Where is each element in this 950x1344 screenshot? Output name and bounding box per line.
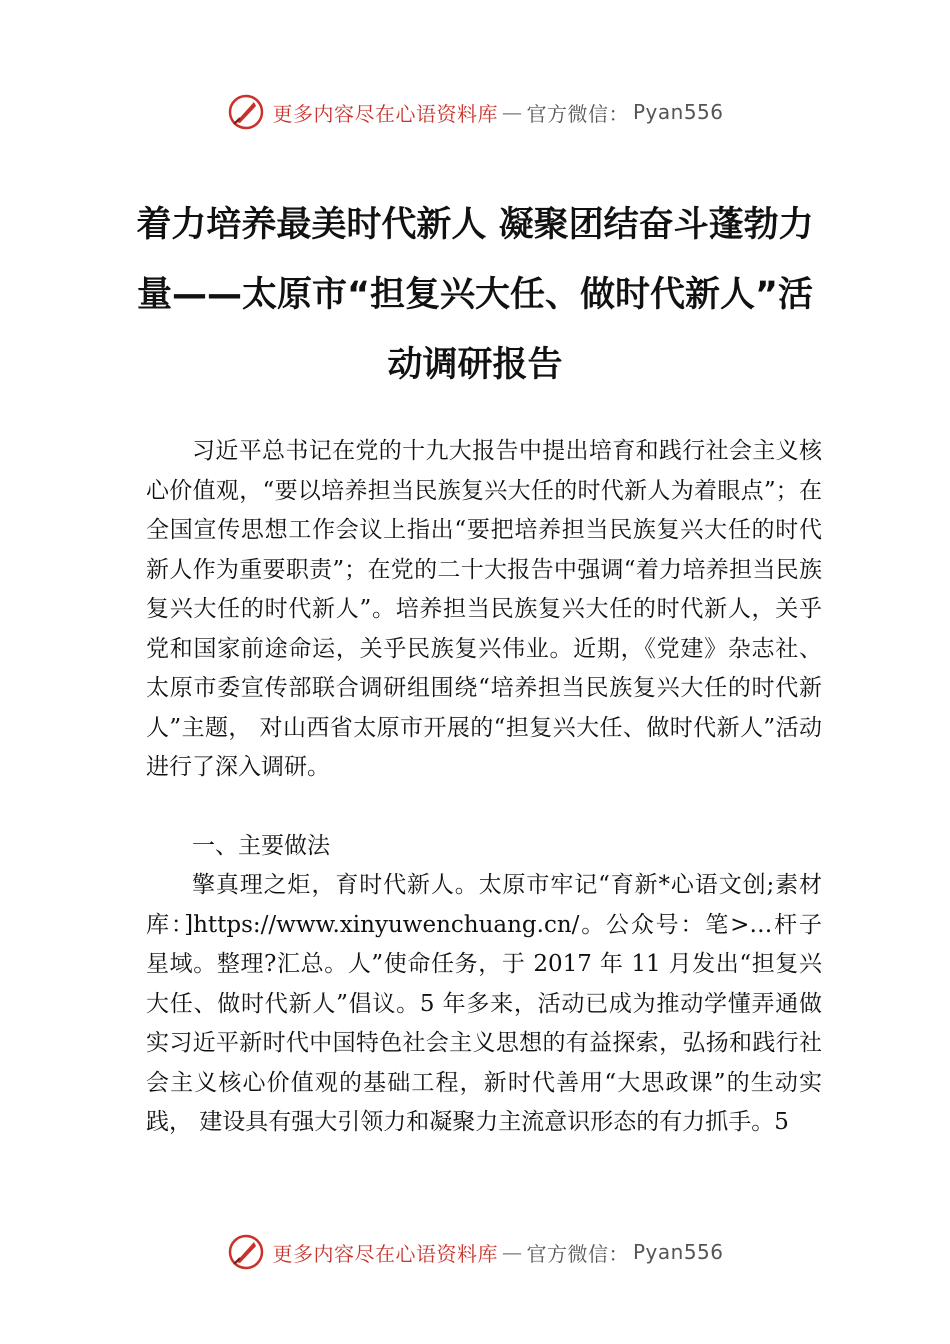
intro-paragraph: 习近平总书记在党的十九大报告中提出培育和践行社会主义核心价值观，“要以培养担当民族复兴大任的时代新人为着眼点”；在全国宣传思想工作会议上指出“要把培养担当民族复兴大任的时代新人作为重要职责”；在党的二十大报告中强调“着力培养担当民族复兴大任的时代新人”。培养担当民族复兴大任的时代新人，关乎党和国家前途命运，关乎民族复兴伟业。近期，《党建》杂志社、太原市委宣传部联合调研组围绕“培养担当民族复兴大任的时代新人”主题， 对山西省太原市开展的“担复兴大任、做时代新人”活动进行了深入调研。 xyxy=(146,438,822,780)
feather-pen-logo-icon xyxy=(226,92,266,132)
watermark-label: 官方微信： xyxy=(526,1241,629,1266)
watermark-main-text: 更多内容尽在心语资料库 xyxy=(272,1241,498,1266)
watermark-dash: — xyxy=(501,100,523,124)
feather-pen-logo-icon xyxy=(226,1232,266,1272)
section-heading: 一、主要做法 xyxy=(192,832,330,859)
watermark-header xyxy=(0,92,950,132)
watermark-account: Pyan556 xyxy=(632,1240,724,1264)
watermark-label: 官方微信： xyxy=(526,101,629,126)
document-title: 着力培养最美时代新人 凝聚团结奋斗蓬勃力量——太原市“担复兴大任、做时代新人”活动调研报告 xyxy=(136,205,814,385)
watermark-account: Pyan556 xyxy=(632,100,724,124)
document-body xyxy=(146,432,822,1143)
watermark-dash: — xyxy=(501,1240,523,1264)
section-paragraph: 擎真理之炬，育时代新人。太原市牢记“育新*心语文创;素材库：]https://www.xinyuwenchuang.cn/。公众号：笔>…杆子星域。整理?汇总。人”使命任务，于 2017 年 11 月发出“担复兴大任、做时代新人”倡议。5 年多来，活动已成为推动学懂弄通做实习近平新时代中国特色社会主义思想的有益探索，弘扬和践行社会主义核心价值观的基础工程，新时代善用“大思政课”的生动实践， 建设具有强大引领力和凝聚力主流意识形态的有力抓手。5 xyxy=(146,872,822,1135)
watermark-footer xyxy=(0,1232,950,1272)
watermark-main-text: 更多内容尽在心语资料库 xyxy=(272,101,498,126)
